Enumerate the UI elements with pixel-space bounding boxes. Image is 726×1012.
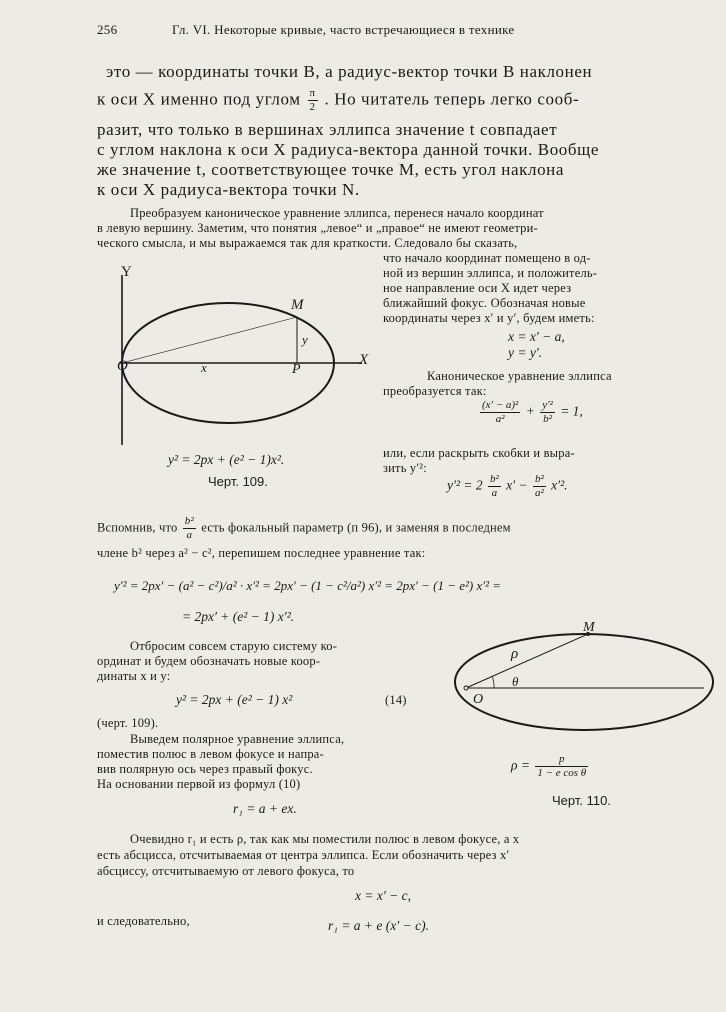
fig109-label-x: X [359, 352, 369, 368]
right-line-1: что начало координат помещено в од- [383, 251, 591, 265]
fig110-label-o: O [473, 692, 484, 707]
fig110-label-m: M [583, 620, 595, 635]
eq-last-2: r₁ = a + e (x′ − c). [328, 918, 429, 933]
drop-line-3: динаты x и y: [97, 669, 171, 683]
page-number: 256 [97, 22, 118, 37]
small-para-1: Преобразуем каноническое уравнение эллипса, перенеся начало координат [130, 206, 544, 220]
drop-line-6: поместив полюс в левом фокусе и напра- [97, 747, 324, 761]
fig109-caption: Черт. 109. [208, 474, 268, 489]
final-line-3: абсциссу, отсчитываемую от левого фокуса, то [97, 864, 355, 878]
eq-shift-y: y = y′. [508, 345, 543, 360]
small-para-2: в левую вершину. Заметим, что понятия „левое“ и „правое“ не имеют геометри- [97, 221, 538, 235]
eq-expanded: y′² = 2 $\frac{\text{b²}}{a}$ x′ − $\frac{\text{b²}}{\text{a²}}$ x′². [447, 473, 568, 499]
drop-line-8: На основании первой из формул (10) [97, 777, 301, 791]
fig109-label-xs: x [201, 360, 207, 375]
right-line-4: ближайший фокус. Обозначая новые [383, 296, 586, 310]
fig109-label-p: P [292, 362, 301, 377]
equation-14: y² = 2px + (e² − 1) x² [176, 692, 293, 707]
fig110-caption: Черт. 110. [552, 793, 611, 808]
figure-109 [100, 255, 380, 455]
drop-line-1: Отбросим совсем старую систему ко- [130, 639, 338, 653]
final-line-1: Очевидно r₁ и есть ρ, так как мы поместили полюс в левом фокусе, а x [130, 832, 520, 846]
final-line-4: и следовательно, [97, 914, 190, 928]
fig109-equation: y² = 2px + (e² − 1)x². [168, 452, 285, 467]
pi-over-2: $\frac{\pi}{2}$ [309, 87, 316, 113]
fig109-label-y: Y [121, 264, 132, 280]
intro-line-6: к оси X радиуса-вектора точки N. [97, 180, 360, 199]
eq-canonical: $\frac{\text{(x′ − a)²}}{\text{a²}}$ + $\frac{\text{y′²}}{\text{b²}}$ = 1, [482, 399, 583, 425]
intro-line-5: же значение t, соответствующее точке M, есть угол наклона [97, 160, 565, 179]
drop-line-5: Выведем полярное уравнение эллипса, [130, 732, 345, 746]
right-line-9: зить y′²: [383, 461, 427, 475]
eq-r1: r₁ = a + ex. [233, 801, 297, 816]
equation-14-number: (14) [385, 693, 407, 707]
drop-line-7: вив полярную ось через правый фокус. [97, 762, 313, 776]
long-equation-1: y′² = 2px′ − (a² − c²)/a² · x′² = 2px′ − (1 − c²/a²) x′² = 2px′ − (1 − e²) x′² = [114, 578, 502, 593]
intro-line-1: это — координаты точки B, а радиус-вектор точки B наклонен [106, 62, 593, 81]
right-line-2: ной из вершин эллипса, и положитель- [383, 266, 598, 280]
fig110-label-theta: θ [512, 674, 519, 689]
fig109-label-m: M [291, 297, 304, 313]
right-line-8: или, если раскрыть скобки и выра- [383, 446, 575, 460]
recall-line-2: члене b² через a² − c², перепишем последнее уравнение так: [97, 546, 426, 560]
eq-shift-x: x = x′ − a, [508, 329, 565, 344]
eq-last-1: x = x′ − c, [355, 888, 412, 903]
running-title: Гл. VI. Некоторые кривые, часто встречающиеся в технике [172, 22, 515, 37]
right-line-7: преобразуется так: [383, 384, 487, 398]
intro-line-2: к оси X именно под углом $\frac{\pi}{2}$ . Но читатель теперь легко сооб- [97, 87, 580, 113]
figure-110 [448, 622, 720, 738]
recall-line-1: Вспомнив, что $\frac{\text{b²}}{a}$ есть фокальный параметр (п 96), и заменяя в последнем [97, 515, 511, 541]
drop-line-4: (черт. 109). [97, 716, 159, 730]
right-line-5: координаты через x′ и y′, будем иметь: [383, 311, 595, 325]
right-line-3: ное направление оси X идет через [383, 281, 572, 295]
fig109-label-ys: y [302, 332, 308, 347]
small-para-3: ческого смысла, и мы выражаемся так для краткости. Следовало бы сказать, [97, 236, 518, 250]
long-equation-2: = 2px′ + (e² − 1) x′². [182, 609, 295, 624]
fig110-equation: ρ = $\frac{p}{\text{1 − e cos θ}}$ [511, 753, 587, 779]
intro-line-4: с углом наклона к оси X радиуса-вектора данной точки. Вообще [97, 140, 599, 159]
drop-line-2: ординат и будем обозначать новые коор- [97, 654, 321, 668]
fig109-label-o: O [117, 358, 128, 374]
right-line-6: Каноническое уравнение эллипса [427, 369, 612, 383]
fig110-label-rho: ρ [511, 646, 519, 662]
intro-line-3: разит, что только в вершинах эллипса значение t совпадает [97, 120, 558, 139]
final-line-2: есть абсцисса, отсчитываемая от центра эллипса. Если обозначить через x′ [97, 848, 510, 862]
